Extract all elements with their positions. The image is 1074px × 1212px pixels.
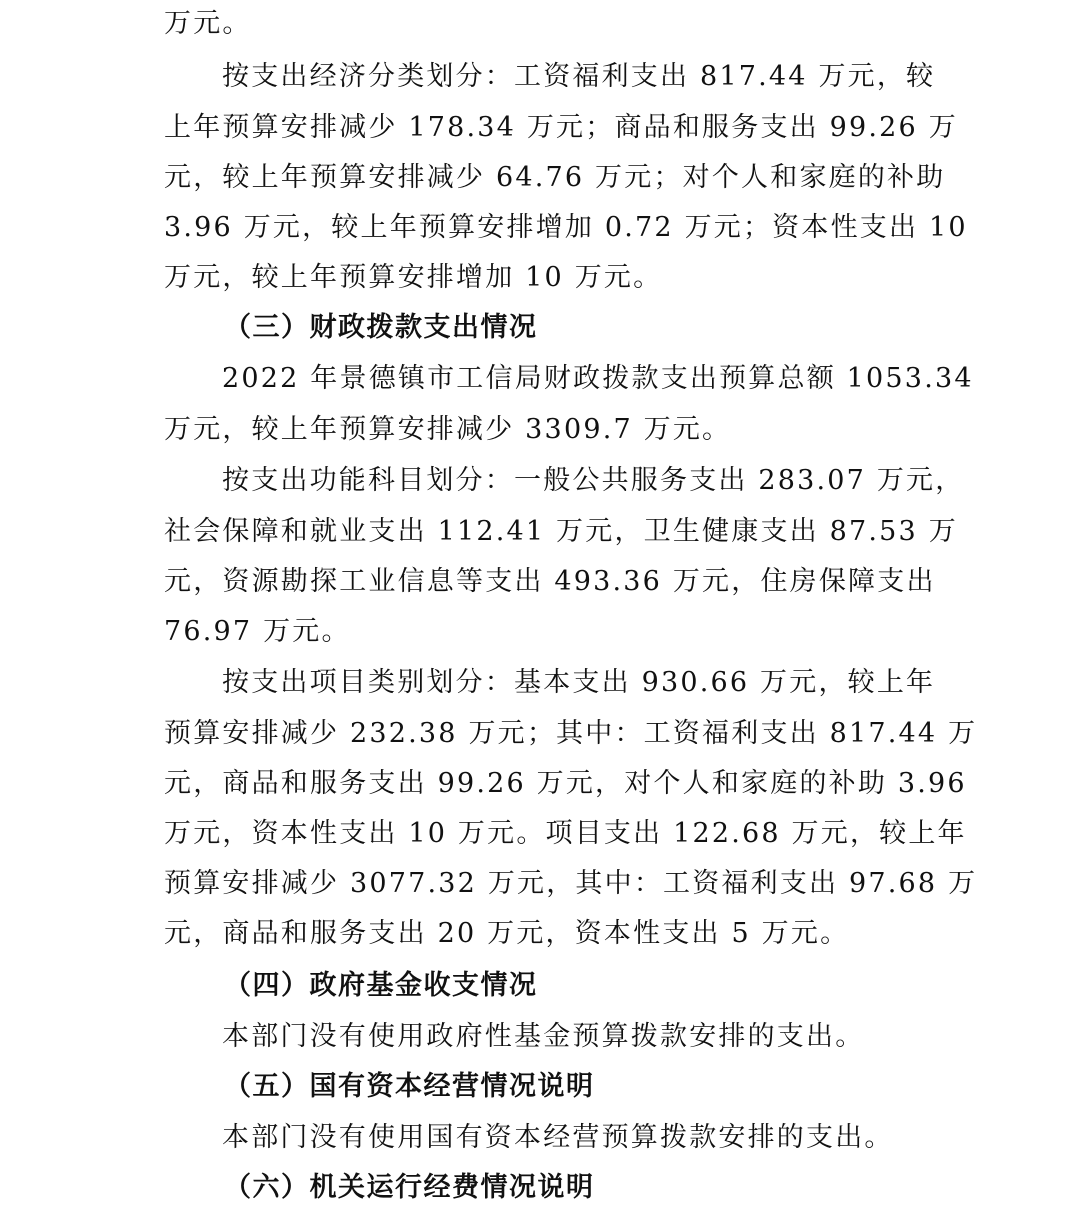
paragraph-economic-classification: 按支出经济分类划分：工资福利支出 817.44 万元，较 [222, 61, 936, 92]
body-text-line: 上年预算安排减少 178.34 万元；商品和服务支出 99.26 万 [164, 112, 958, 143]
body-text-line: 预算安排减少 232.38 万元；其中：工资福利支出 817.44 万 [164, 718, 978, 749]
paragraph-state-capital: 本部门没有使用国有资本经营预算拨款安排的支出。 [222, 1122, 894, 1153]
body-text-line: 元，较上年预算安排减少 64.76 万元；对个人和家庭的补助 [164, 162, 946, 193]
body-text-line: 元，资源勘探工业信息等支出 493.36 万元，住房保障支出 [164, 566, 936, 597]
body-text-line: 预算安排减少 3077.32 万元，其中：工资福利支出 97.68 万 [164, 868, 978, 899]
section-heading-3: （三）财政拨款支出情况 [224, 312, 538, 343]
section-heading-6: （六）机关运行经费情况说明 [224, 1172, 595, 1203]
section-heading-5: （五）国有资本经营情况说明 [224, 1071, 595, 1102]
body-text-line: 万元，较上年预算安排减少 3309.7 万元。 [164, 414, 732, 445]
body-text-line: 元，商品和服务支出 20 万元，资本性支出 5 万元。 [164, 918, 850, 949]
body-text-line: 社会保障和就业支出 112.41 万元，卫生健康支出 87.53 万 [164, 516, 958, 547]
body-text-line: 76.97 万元。 [164, 616, 351, 647]
paragraph-fiscal-total: 2022 年景德镇市工信局财政拨款支出预算总额 1053.34 [222, 363, 974, 394]
section-heading-4: （四）政府基金收支情况 [224, 970, 538, 1001]
paragraph-functional-classification: 按支出功能科目划分：一般公共服务支出 283.07 万元， [222, 465, 965, 496]
body-text-line: 3.96 万元，较上年预算安排增加 0.72 万元；资本性支出 10 [164, 212, 968, 243]
body-text-line: 万元，较上年预算安排增加 10 万元。 [164, 262, 663, 293]
body-text-line: 万元。 [164, 8, 252, 39]
body-text-line: 元，商品和服务支出 99.26 万元，对个人和家庭的补助 3.96 [164, 768, 967, 799]
paragraph-project-classification: 按支出项目类别划分：基本支出 930.66 万元，较上年 [222, 667, 936, 698]
body-text-line: 万元，资本性支出 10 万元。项目支出 122.68 万元，较上年 [164, 818, 967, 849]
paragraph-government-fund: 本部门没有使用政府性基金预算拨款安排的支出。 [222, 1021, 865, 1052]
